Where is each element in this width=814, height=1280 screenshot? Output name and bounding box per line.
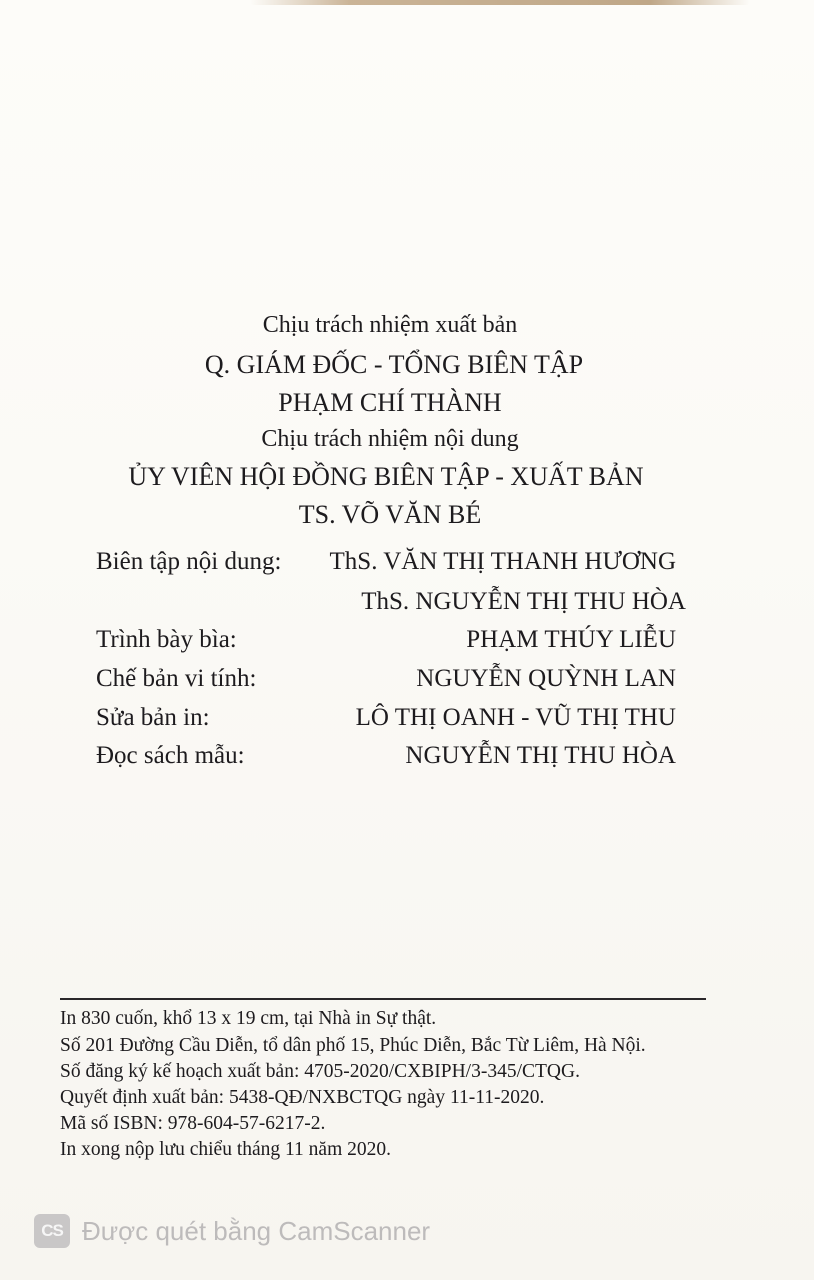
colophon-line: Số 201 Đường Cầu Diễn, tổ dân phố 15, Phúc Diễn, Bắc Từ Liêm, Hà Nội. bbox=[60, 1035, 646, 1056]
staff-row bbox=[96, 548, 686, 582]
staff-row bbox=[96, 742, 686, 776]
colophon-line: Số đăng ký kế hoạch xuất bản: 4705-2020/CXBIPH/3-345/CTQG. bbox=[60, 1061, 580, 1082]
staff-row bbox=[96, 588, 686, 622]
staff-role: Đọc sách mẫu: bbox=[96, 742, 245, 769]
board-member-name: TS. VÕ VĂN BÉ bbox=[298, 500, 482, 529]
director-name: PHẠM CHÍ THÀNH bbox=[278, 388, 502, 417]
staff-name: ThS. NGUYỄN THỊ THU HÒA bbox=[361, 588, 686, 615]
staff-name: PHẠM THÚY LIỄU bbox=[466, 626, 676, 653]
colophon-line: Quyết định xuất bản: 5438-QĐ/NXBCTQG ngày 11-11-2020. bbox=[60, 1087, 545, 1108]
staff-name: ThS. VĂN THỊ THANH HƯƠNG bbox=[329, 548, 676, 575]
board-title: ỦY VIÊN HỘI ĐỒNG BIÊN TẬP - XUẤT BẢN bbox=[128, 462, 644, 491]
colophon-line: In xong nộp lưu chiểu tháng 11 năm 2020. bbox=[60, 1139, 392, 1160]
content-responsibility-label: Chịu trách nhiệm nội dung bbox=[261, 426, 519, 452]
page-top-edge bbox=[250, 0, 750, 5]
staff-role: Biên tập nội dung: bbox=[96, 548, 282, 575]
colophon-line: In 830 cuốn, khổ 13 x 19 cm, tại Nhà in Sự thật. bbox=[60, 1008, 437, 1029]
staff-name: NGUYỄN QUỲNH LAN bbox=[416, 665, 676, 692]
colophon-line: Mã số ISBN: 978-604-57-6217-2. bbox=[60, 1113, 326, 1134]
staff-row bbox=[96, 665, 686, 699]
director-title: Q. GIÁM ĐỐC - TỔNG BIÊN TẬP bbox=[204, 350, 584, 379]
watermark-text: Được quét bằng CamScanner bbox=[82, 1216, 431, 1246]
camscanner-watermark bbox=[34, 1212, 494, 1252]
staff-name: NGUYỄN THỊ THU HÒA bbox=[405, 742, 676, 769]
colophon-divider bbox=[60, 998, 706, 1000]
publisher-responsibility-label: Chịu trách nhiệm xuất bản bbox=[262, 312, 518, 338]
staff-row bbox=[96, 626, 686, 660]
staff-role: Chế bản vi tính: bbox=[96, 665, 257, 692]
staff-role: Trình bày bìa: bbox=[96, 626, 237, 653]
staff-role: Sửa bản in: bbox=[96, 704, 210, 731]
camscanner-logo-icon: CS bbox=[34, 1214, 70, 1248]
staff-row bbox=[96, 704, 686, 738]
staff-name: LÔ THỊ OANH - VŨ THỊ THU bbox=[355, 704, 676, 731]
